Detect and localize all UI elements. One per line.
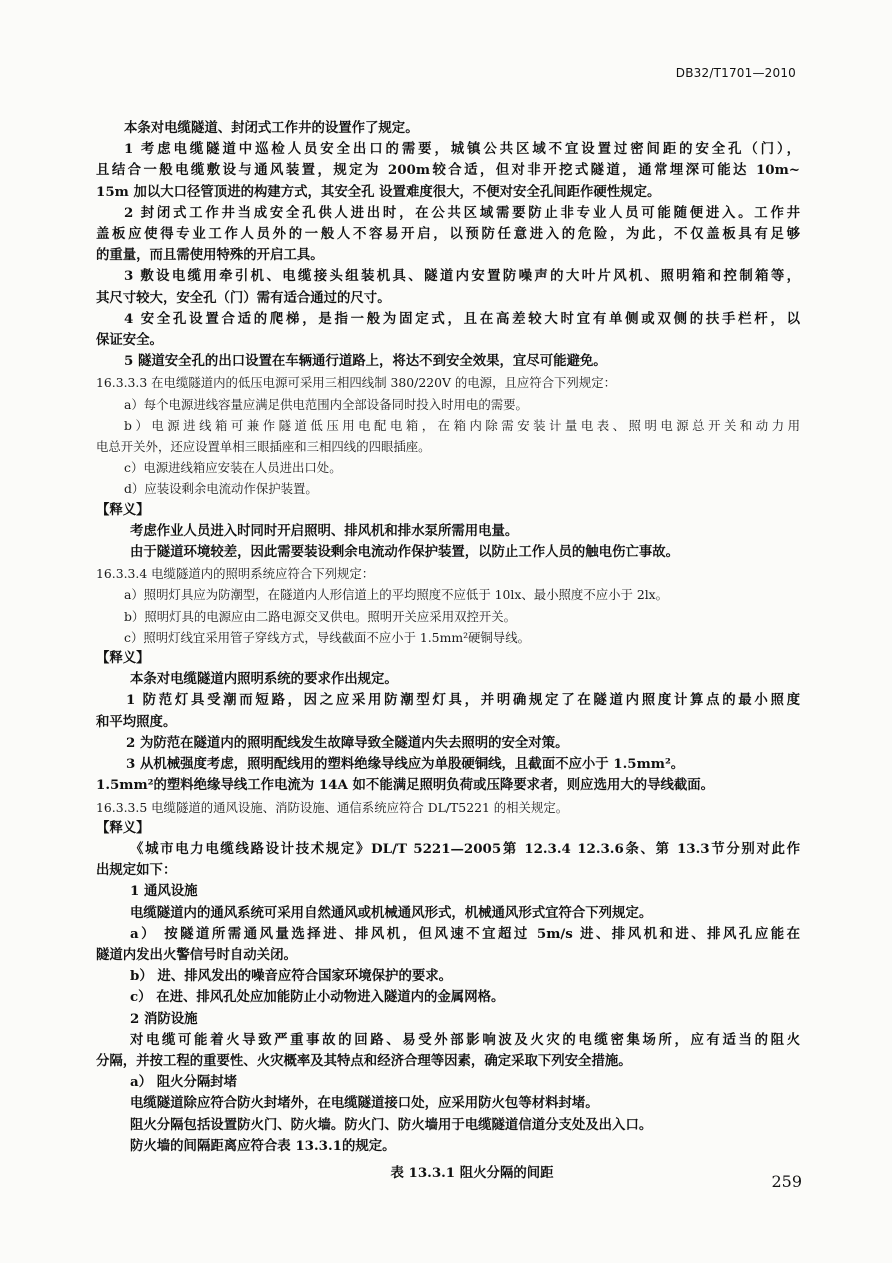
text-line: b） 进、排风发出的噪音应符合国家环境保护的要求。: [130, 968, 453, 985]
text-line: 的重量，而且需使用特殊的开启工具。: [96, 247, 324, 264]
text-line: 出规定如下：: [96, 862, 177, 879]
text-line: a）照明灯具应为防潮型，在隧道内人形信道上的平均照度不应低于 10lx、最小照度不应小于 2lx。: [124, 587, 669, 603]
text-line: 2 为防范在隧道内的照明配线发生故障导致全隧道内失去照明的安全对策。: [126, 734, 569, 751]
text-line: 【释义】: [96, 819, 150, 836]
text-line: b）电源进线箱可兼作隧道低压用电配电箱，在箱内除需安装计量电表、照明电源总开关和动力用: [124, 417, 800, 433]
text-line: 其尺寸较大，安全孔（门）需有适合通过的尺寸。: [96, 289, 391, 306]
text-line: c）照明灯线宜采用管子穿线方式，导线截面不应小于 1.5mm²硬铜导线。: [124, 629, 530, 645]
text-line: 【释义】: [96, 501, 150, 518]
text-line: 2 封闭式工作井当成安全孔供人进出时，在公共区域需要防止非专业人员可能随便进入。工作井: [124, 204, 800, 221]
text-line: 《城市电力电缆线路设计技术规定》DL/T 5221—2005第 12.3.4 12.3.6条、第 13.3节分别对此作: [130, 840, 800, 857]
text-line: 1 防范灯具受潮而短路，因之应采用防潮型灯具，并明确规定了在隧道内照度计算点的最小照度: [126, 692, 800, 709]
text-line: 防火墙的间隔距离应符合表 13.3.1的规定。: [130, 1137, 396, 1154]
text-line: 1.5mm²的塑料绝缘导线工作电流为 14A 如不能满足照明负荷或压降要求者，则应选用大的导线截面。: [96, 777, 715, 794]
text-line: 本条对电缆隧道、封闭式工作井的设置作了规定。: [124, 120, 419, 136]
text-line: 分隔，并按工程的重要性、火灾概率及其特点和经济合理等因素，确定采取下列安全措施。: [96, 1052, 632, 1069]
text-line: d）应装设剩余电流动作保护装置。: [124, 481, 318, 497]
text-line: 且结合一般电缆敷设与通风装置，规定为 200m较合适，但对非开挖式隧道，通常埋深可能达 10m~: [96, 162, 800, 179]
text-line: c）电源进线箱应安装在人员进出口处。: [124, 460, 342, 476]
text-line: 3 敷设电缆用牵引机、电缆接头组装机具、隧道内安置防噪声的大叶片风机、照明箱和控制箱等，: [124, 268, 800, 285]
text-line: 对电缆可能着火导致严重事故的回路、易受外部影响波及火灾的电缆密集场所，应有适当的阻火: [130, 1031, 800, 1048]
text-line: a） 按隧道所需通风量选择进、排风机，但风速不宜超过 5m/s 进、排风机和进、排风孔应能在: [130, 925, 800, 942]
text-line: 15m 加以大口径管顶进的构建方式，其安全孔 设置难度很大，不便对安全孔间距作硬性规定。: [96, 183, 661, 200]
text-line: a）每个电源进线容量应满足供电范围内全部设备同时投入时用电的需要。: [124, 396, 528, 412]
text-line: 盖板应使得专业工作人员外的一般人不容易开启，以预防任意进入的危险，为此，不仅盖板具有足够: [96, 226, 800, 243]
text-line: 【释义】: [96, 650, 150, 667]
text-line: 16.3.3.3 在电缆隧道内的低压电源可采用三相四线制 380/220V 的电源，且应符合下列规定：: [96, 375, 616, 391]
text-line: c） 在进、排风孔处应加能防止小动物进入隧道内的金属网格。: [130, 989, 505, 1006]
text-line: 16.3.3.5 电缆隧道的通风设施、消防设施、通信系统应符合 DL/T5221 的相关规定。: [96, 799, 569, 815]
text-line: 保证安全。: [96, 332, 163, 349]
text-line: 电总开关外，还应设置单相三眼插座和三相四线的四眼插座。: [96, 439, 431, 455]
text-line: 由于隧道环境较差，因此需要装设剩余电流动作保护装置，以防止工作人员的触电伤亡事故。: [130, 544, 680, 561]
text-line: 5 隧道安全孔的出口设置在车辆通行道路上，将达不到安全效果，宜尽可能避免。: [124, 353, 607, 370]
text-line: 考虑作业人员进入时同时开启照明、排风机和排水泵所需用电量。: [130, 522, 519, 539]
text-line: 3 从机械强度考虑，照明配线用的塑料绝缘导线应为单股硬铜线，且截面不应小于 1.5mm²。: [126, 756, 685, 773]
text-line: 4 安全孔设置合适的爬梯，是指一般为固定式，且在高差较大时宜有单侧或双侧的扶手栏杆，以: [124, 310, 800, 327]
text-line: 隧道内发出火警信号时自动关闭。: [96, 946, 297, 963]
text-line: 2 消防设施: [130, 1010, 198, 1027]
text-line: 1 考虑电缆隧道中巡检人员安全出口的需要，城镇公共区域不宜设置过密间距的安全孔（门），: [124, 141, 800, 158]
text-line: 和平均照度。: [96, 713, 177, 730]
text-line: 1 通风设施: [130, 883, 198, 900]
text-line: 阻火分隔包括设置防火门、防火墙。防火门、防火墙用于电缆隧道信道分支处及出入口。: [130, 1116, 653, 1133]
text-line: 本条对电缆隧道内照明系统的要求作出规定。: [130, 671, 398, 688]
text-lines: [96, 118, 800, 1157]
text-line: 电缆隧道除应符合防火封堵外，在电缆隧道接口处，应采用防火包等材料封堵。: [130, 1095, 599, 1112]
text-line: a） 阻火分隔封堵: [130, 1074, 238, 1091]
document-body: [96, 118, 800, 1184]
text-line: 16.3.3.4 电缆隧道内的照明系统应符合下列规定：: [96, 566, 375, 582]
page-number: 259: [771, 1172, 802, 1191]
table-caption: 表 13.3.1 阻火分隔的间距: [390, 1164, 554, 1181]
text-line: 电缆隧道内的通风系统可采用自然通风或机械通风形式，机械通风形式宜符合下列规定。: [130, 904, 653, 921]
document-code: DB32/T1701—2010: [675, 66, 796, 80]
text-line: b）照明灯具的电源应由二路电源交叉供电。照明开关应采用双控开关。: [124, 608, 517, 624]
